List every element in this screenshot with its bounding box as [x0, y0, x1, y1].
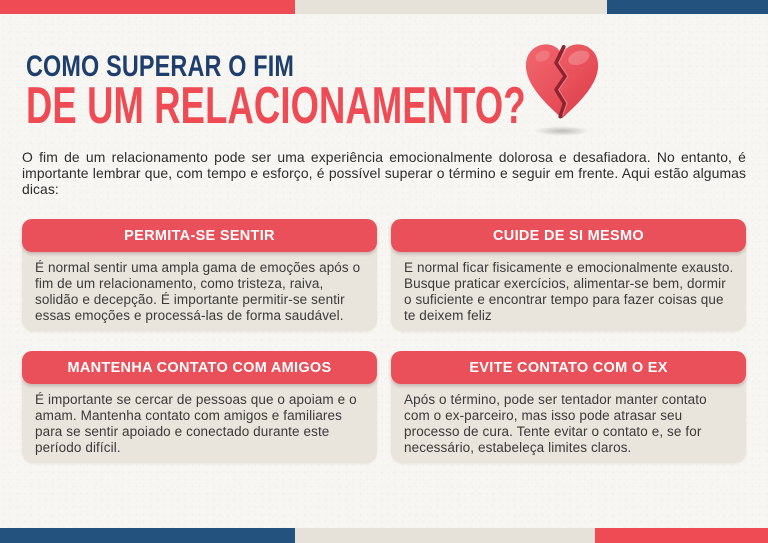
- card-body: [22, 371, 377, 463]
- broken-heart-icon: [520, 38, 604, 128]
- card-title: PERMITA-SE SENTIR: [124, 227, 275, 244]
- card-header-pill: [391, 351, 746, 384]
- tips-grid: [22, 219, 746, 463]
- card-title: CUIDE DE SI MESMO: [493, 227, 644, 244]
- card-header-pill: [22, 219, 377, 252]
- top-bar-blue-segment: [607, 0, 768, 14]
- bottom-accent-bar: [0, 528, 768, 543]
- page-title-line2: DE UM RELACIONAMENTO?: [26, 77, 526, 135]
- bottom-bar-red-segment: [595, 528, 768, 543]
- card-evite-contato-com-o-ex: [391, 351, 746, 463]
- top-bar-red-segment: [0, 0, 295, 14]
- card-header-pill: [391, 219, 746, 252]
- card-mantenha-contato-com-amigos: [22, 351, 377, 463]
- page-title: [26, 50, 740, 135]
- bottom-bar-beige-segment: [295, 528, 595, 543]
- top-bar-beige-segment: [295, 0, 607, 14]
- card-body-text: É importante se cercar de pessoas que o apoiam e o amam. Mantenha contato com amigos e familiares para se sentir apoiado e conectado durante este período difícil.: [35, 392, 357, 455]
- card-title: MANTENHA CONTATO COM AMIGOS: [67, 359, 332, 376]
- card-cuide-de-si-mesmo: [391, 219, 746, 331]
- intro-paragraph: O fim de um relacionamento pode ser uma experiência emocionalmente dolorosa e desafiadora. No entanto, é importante lembrar que, com tempo e esforço, é possível superar o término e seguir em frente. Aqui estão algumas dicas:: [22, 148, 746, 198]
- card-title: EVITE CONTATO COM O EX: [469, 359, 668, 376]
- card-body-text: É normal sentir uma ampla gama de emoções após o fim de um relacionamento, como tristeza, raiva, solidão e decepção. É importante permitir-se sentir essas emoções e processá-las de forma saudável.: [35, 260, 361, 323]
- card-permita-se-sentir: [22, 219, 377, 331]
- card-body-text: Após o término, pode ser tentador manter contato com o ex-parceiro, mas isso pode atrasar seu processo de cura. Tente evitar o contato e, se for necessário, estabeleça limites claros.: [404, 392, 707, 455]
- page-title-line1: COMO SUPERAR O FIM: [26, 50, 295, 83]
- bottom-bar-blue-segment: [0, 528, 295, 543]
- card-body: [391, 371, 746, 463]
- card-header-pill: [22, 351, 377, 384]
- card-body-text: E normal ficar fisicamente e emocionalmente exausto. Busque praticar exercícios, alimentar-se bem, dormir o suficiente e encontrar tempo para fazer coisas que te deixem feliz: [404, 260, 734, 323]
- card-body: [22, 239, 377, 331]
- top-accent-bar: [0, 0, 768, 14]
- card-body: [391, 239, 746, 331]
